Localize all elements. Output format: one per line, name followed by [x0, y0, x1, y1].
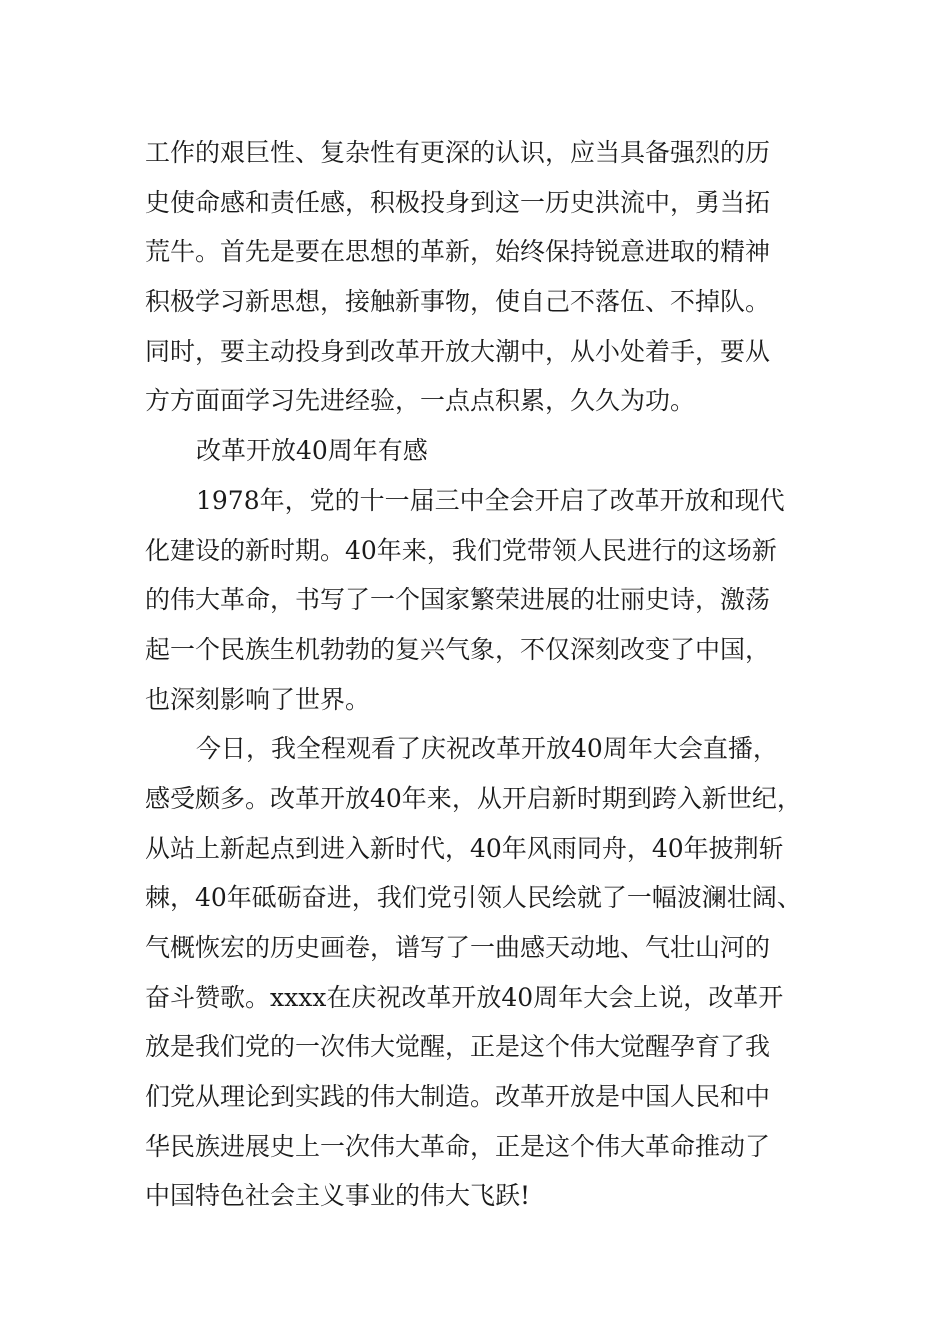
text-line: 们党从理论到实践的伟大制造。改革开放是中国人民和中	[145, 1082, 771, 1112]
text-line: 奋斗赞歌。xxxx在庆祝改革开放40周年大会上说，改革开	[145, 982, 784, 1012]
text-line: 也深刻影响了世界。	[145, 684, 371, 714]
text-line: 感受颇多。改革开放40年来，从开启新时期到跨入新世纪，	[145, 783, 802, 813]
text-line: 工作的艰巨性、复杂性有更深的认识，应当具备强烈的历	[145, 138, 771, 167]
text-line: 的伟大革命，书写了一个国家繁荣进展的壮丽史诗，激荡	[145, 585, 771, 615]
text-line: 气概恢宏的历史画卷，谱写了一曲感天动地、气壮山河的	[145, 933, 771, 962]
text-line: 1978年，党的十一届三中全会开启了改革开放和现代	[196, 485, 785, 515]
text-line: 放是我们党的一次伟大觉醒，正是这个伟大觉醒孕育了我	[145, 1032, 771, 1062]
section-heading: 改革开放40周年有感	[196, 436, 428, 466]
text-line: 史使命感和责任感，积极投身到这一历史洪流中，勇当拓	[145, 187, 771, 217]
text-line: 积极学习新思想，接触新事物，使自己不落伍、不掉队。	[145, 287, 771, 317]
text-line: 化建设的新时期。40年来，我们党带领人民进行的这场新	[145, 535, 777, 565]
text-line: 棘，40年砥砺奋进，我们党引领人民绘就了一幅波澜壮阔、	[145, 883, 802, 913]
text-line: 方方面面学习先进经验，一点点积累，久久为功。	[145, 386, 696, 416]
text-line: 今日，我全程观看了庆祝改革开放40周年大会直播，	[196, 734, 778, 764]
text-line: 中国特色社会主义事业的伟大飞跃!	[145, 1181, 531, 1211]
body-text	[145, 128, 815, 1221]
text-line: 从站上新起点到进入新时代，40年风雨同舟，40年披荆斩	[145, 833, 784, 863]
text-line: 起一个民族生机勃勃的复兴气象，不仅深刻改变了中国，	[145, 634, 771, 664]
text-line: 荒牛。首先是要在思想的革新，始终保持锐意进取的精神	[145, 237, 771, 267]
text-line: 华民族进展史上一次伟大革命，正是这个伟大革命推动了	[145, 1131, 771, 1161]
text-line: 同时，要主动投身到改革开放大潮中，从小处着手，要从	[145, 336, 771, 366]
